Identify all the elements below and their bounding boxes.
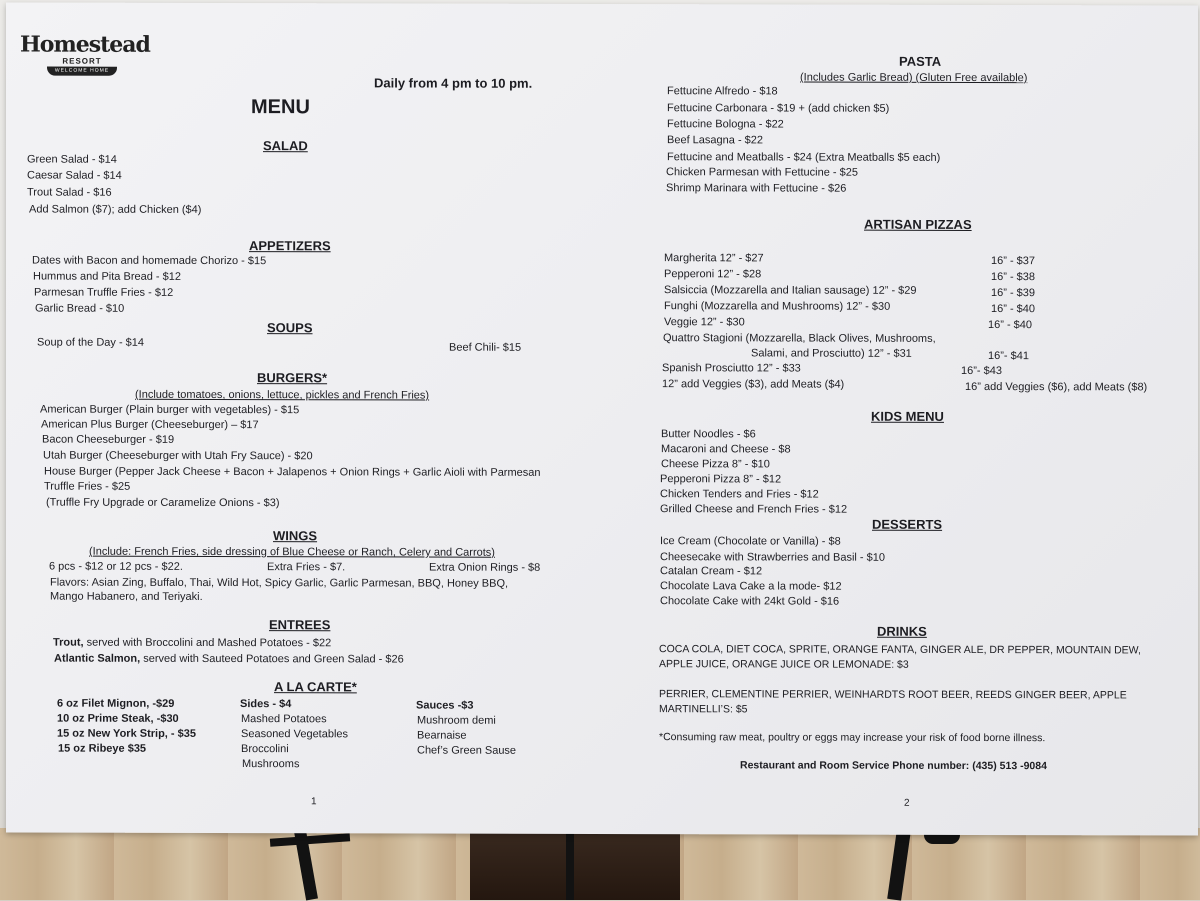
pizza-item: Quattro Stagioni (Mozzarella, Black Olives, Mushrooms,	[663, 332, 936, 345]
burger-item: Utah Burger (Cheeseburger with Utah Fry Sauce) - $20	[43, 449, 313, 463]
pasta-item: Shrimp Marinara with Fettucine - $26	[666, 182, 847, 195]
dessert-item: Cheesecake with Strawberries and Basil - $10	[660, 551, 886, 564]
wings-price: 6 pcs - $12 or 12 pcs - $22.	[49, 560, 183, 573]
pizza-large-price: 16”- $41	[988, 350, 1029, 363]
sauce-item: Mushroom demi	[417, 714, 496, 727]
pizza-addons: 12” add Veggies ($3), add Meats ($4)	[662, 378, 845, 391]
soup-item: Beef Chili- $15	[449, 341, 522, 354]
salad-item: Trout Salad - $16	[27, 186, 112, 199]
drinks-line: COCA COLA, DIET COCA, SPRITE, ORANGE FANTA, GINGER ALE, DR PEPPER, MOUNTAIN DEW,	[659, 643, 1141, 657]
disclaimer: *Consuming raw meat, poultry or eggs may increase your risk of food borne illness.	[659, 731, 1046, 745]
dessert-item: Chocolate Lava Cake a la mode- $12	[660, 580, 842, 593]
wings-flavors: Mango Habanero, and Teriyaki.	[50, 590, 203, 603]
soups-heading: SOUPS	[267, 320, 313, 336]
steak-item: 15 oz New York Strip, - $35	[57, 727, 196, 740]
logo-tagline: WELCOME HOME	[47, 67, 117, 76]
wings-extra-rings: Extra Onion Rings - $8	[429, 561, 541, 574]
pizza-item: Margherita 12” - $27	[664, 252, 764, 265]
pasta-item: Fettucine Carbonara - $19 + (add chicken $5)	[667, 102, 890, 115]
dessert-item: Catalan Cream - $12	[660, 565, 763, 578]
kids-item: Butter Noodles - $6	[661, 428, 756, 441]
pasta-item: Fettucine Alfredo - $18	[667, 85, 778, 98]
pizza-large-price: 16” - $38	[991, 271, 1036, 284]
pizza-item: Veggie 12” - $30	[664, 316, 745, 329]
appetizers-heading: APPETIZERS	[249, 238, 331, 254]
side-item: Seasoned Vegetables	[241, 728, 349, 741]
pizza-item: Pepperoni 12” - $28	[664, 268, 762, 281]
side-item: Mushrooms	[242, 758, 300, 771]
pizza-large-price: 16” - $39	[991, 287, 1036, 300]
entree-desc: served with Sauteed Potatoes and Green Salad - $26	[140, 652, 404, 666]
page-number: 1	[311, 796, 317, 808]
burger-item: (Truffle Fry Upgrade or Caramelize Onions - $3)	[46, 496, 280, 510]
burger-item: American Plus Burger (Cheeseburger) – $17	[41, 418, 259, 432]
pizza-item: Spanish Prosciutto 12” - $33	[662, 362, 801, 375]
easel-leg-center	[566, 830, 574, 900]
dessert-item: Ice Cream (Chocolate or Vanilla) - $8	[660, 535, 841, 548]
pasta-item: Fettucine Bologna - $22	[667, 118, 784, 131]
entrees-heading: ENTREES	[269, 617, 331, 633]
pizza-large-price: 16” - $37	[991, 255, 1036, 268]
kids-item: Cheese Pizza 8” - $10	[661, 458, 770, 471]
pizza-item: Funghi (Mozzarella and Mushrooms) 12” - $30	[664, 300, 891, 313]
steak-item: 10 oz Prime Steak, -$30	[57, 712, 179, 725]
burger-item: Truffle Fries - $25	[44, 480, 131, 493]
drinks-line: MARTINELLI’S: $5	[659, 703, 748, 716]
salad-item: Caesar Salad - $14	[27, 169, 122, 182]
pizza-item: Salami, and Prosciutto) 12” - $31	[751, 347, 912, 360]
pizza-addons: 16” add Veggies ($6), add Meats ($8)	[965, 380, 1148, 394]
appetizer-item: Hummus and Pita Bread - $12	[33, 270, 181, 283]
entree-desc: served with Broccolini and Mashed Potatoes - $22	[83, 636, 332, 650]
pasta-item: Beef Lasagna - $22	[667, 134, 764, 147]
pizza-large-price: 16” - $40	[991, 303, 1036, 316]
salad-heading: SALAD	[263, 138, 308, 154]
appetizer-item: Parmesan Truffle Fries - $12	[34, 286, 174, 299]
appetizer-item: Dates with Bacon and homemade Chorizo - $15	[32, 254, 267, 268]
menu-poster	[6, 2, 1198, 835]
side-item: Broccolini	[241, 743, 289, 756]
wings-extra-fries: Extra Fries - $7.	[267, 561, 346, 574]
drinks-line: PERRIER, CLEMENTINE PERRIER, WEINHARDTS ROOT BEER, REEDS GINGER BEER, APPLE	[659, 688, 1127, 702]
desserts-heading: DESSERTS	[872, 516, 943, 532]
homestead-logo	[20, 31, 150, 75]
entree-name: Trout,	[53, 636, 84, 649]
logo-name: Homestead	[20, 31, 150, 58]
wooden-cabinet	[470, 828, 680, 900]
kids-heading: KIDS MENU	[871, 408, 944, 424]
appetizer-item: Garlic Bread - $10	[35, 302, 125, 315]
pasta-heading: PASTA	[899, 53, 942, 69]
burger-item: American Burger (Plain burger with vegetables) - $15	[40, 403, 300, 417]
salad-item: Add Salmon ($7); add Chicken ($4)	[29, 203, 202, 216]
dessert-item: Chocolate Cake with 24kt Gold - $16	[660, 595, 840, 608]
entree-name: Atlantic Salmon,	[54, 652, 141, 665]
salad-item: Green Salad - $14	[27, 153, 117, 166]
drinks-heading: DRINKS	[877, 623, 927, 639]
pizza-item: Salsiccia (Mozzarella and Italian sausage) 12” - $29	[664, 284, 917, 297]
sauces-heading: Sauces -$3	[416, 699, 474, 712]
page-number: 2	[904, 797, 910, 809]
burger-item: Bacon Cheeseburger - $19	[42, 433, 175, 446]
pizzas-heading: ARTISAN PIZZAS	[864, 216, 972, 232]
menu-title: MENU	[251, 96, 310, 119]
drinks-line: APPLE JUICE, ORANGE JUICE OR LEMONADE: $3	[659, 658, 909, 671]
phone-number: Restaurant and Room Service Phone number: (435) 513 -9084	[740, 759, 1047, 773]
burgers-heading: BURGERS*	[257, 370, 328, 386]
wings-flavors: Flavors: Asian Zing, Buffalo, Thai, Wild Hot, Spicy Garlic, Garlic Parmesan, BBQ, Honey BBQ,	[50, 576, 509, 590]
side-item: Mashed Potatoes	[241, 713, 327, 726]
steak-item: 6 oz Filet Mignon, -$29	[57, 697, 175, 710]
pasta-item: Chicken Parmesan with Fettucine - $25	[666, 166, 858, 179]
sauce-item: Bearnaise	[417, 729, 467, 742]
sides-heading: Sides - $4	[240, 698, 292, 711]
a-la-carte-heading: A LA CARTE*	[274, 679, 357, 695]
steak-item: 15 oz Ribeye $35	[58, 742, 147, 755]
sauce-item: Chef’s Green Sause	[417, 744, 517, 757]
pasta-note: (Includes Garlic Bread) (Gluten Free available)	[800, 71, 1028, 85]
kids-item: Chicken Tenders and Fries - $12	[660, 488, 819, 501]
logo-sub: RESORT	[62, 56, 102, 66]
pizza-large-price: 16” - $40	[988, 319, 1033, 332]
kids-item: Macaroni and Cheese - $8	[661, 443, 791, 456]
pizza-large-price: 16”- $43	[961, 364, 1002, 378]
pasta-item: Fettucine and Meatballs - $24 (Extra Meatballs $5 each)	[667, 151, 941, 164]
hours-text: Daily from 4 pm to 10 pm.	[374, 75, 533, 91]
entree-item	[54, 653, 404, 667]
wings-heading: WINGS	[273, 528, 318, 544]
soup-item: Soup of the Day - $14	[37, 336, 145, 349]
entree-item	[53, 637, 331, 651]
kids-item: Pepperoni Pizza 8” - $12	[660, 473, 782, 486]
burgers-note: (Include tomatoes, onions, lettuce, pickles and French Fries)	[135, 388, 430, 402]
burger-item: House Burger (Pepper Jack Cheese + Bacon + Jalapenos + Onion Rings + Garlic Aioli with Parmesan	[44, 465, 541, 479]
wings-note: (Include: French Fries, side dressing of Blue Cheese or Ranch, Celery and Carrots)	[89, 545, 495, 559]
kids-item: Grilled Cheese and French Fries - $12	[660, 503, 848, 516]
